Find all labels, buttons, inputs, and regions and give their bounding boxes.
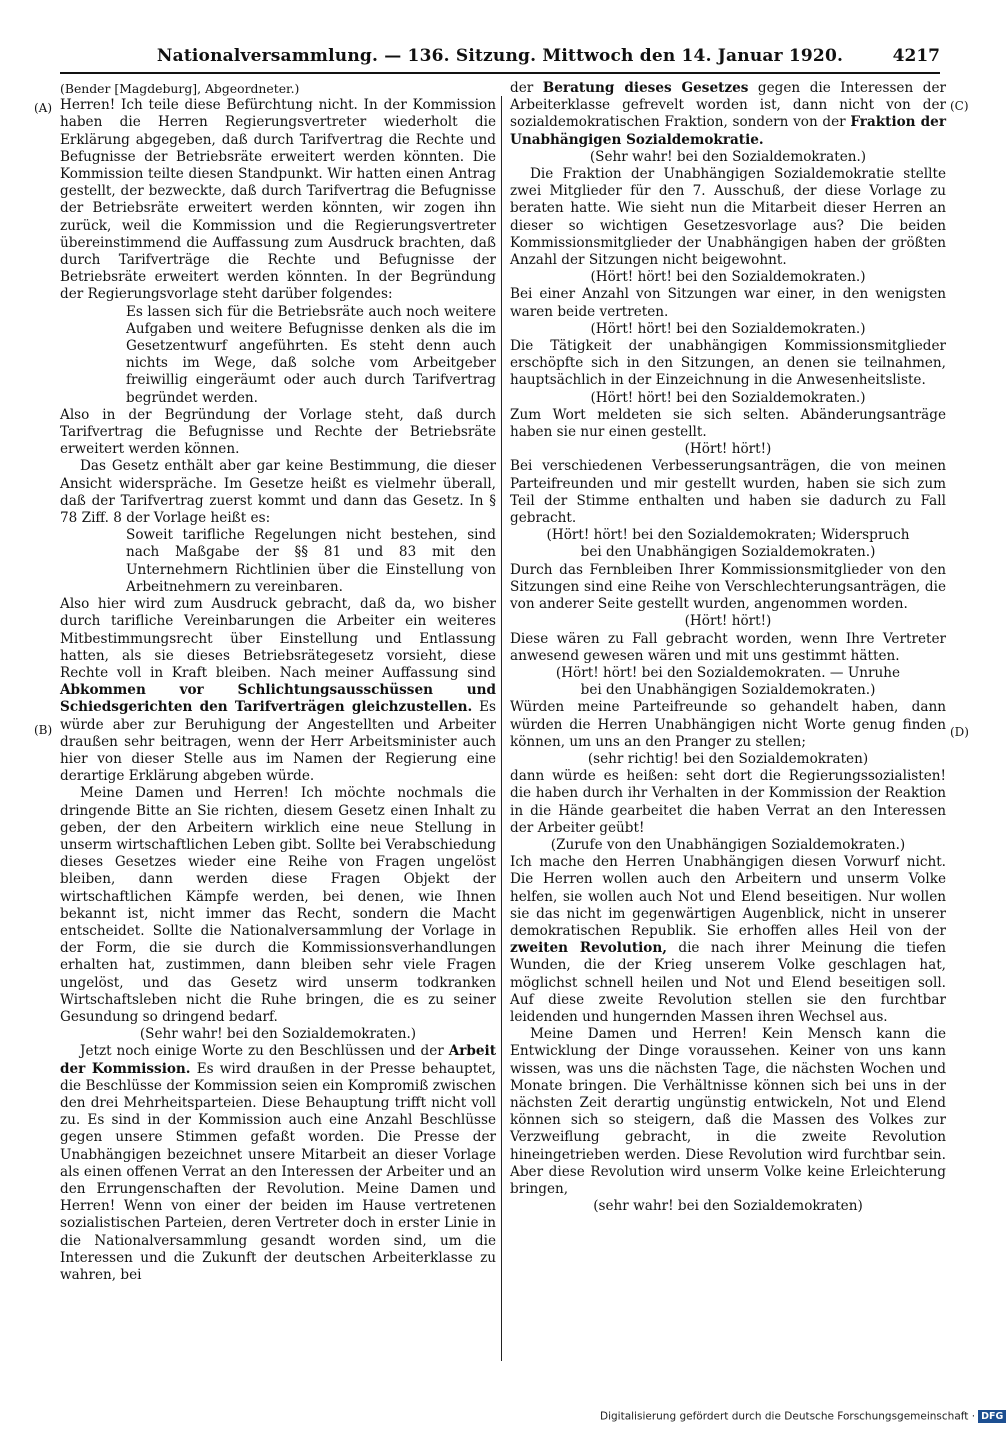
interjection: (Hört! hört! bei den Sozialdemokraten.) [590,389,866,406]
text-run: Jetzt noch einige Worte zu den Beschlüssen und der [80,1043,449,1060]
interjection: (Hört! hört! bei den Sozialdemokraten.) [590,269,866,286]
digitization-credit [600,1410,1006,1423]
interjection: bei den Unabhängigen Sozialdemokraten.) [580,682,876,699]
credit-text: Digitalisierung gefördert durch die Deutsche Forschungsgemeinschaft · [600,1410,976,1423]
interjection: (sehr wahr! bei den Sozialdemokraten) [593,1198,863,1215]
paragraph: Meine Damen und Herren! Ich möchte nochmals die dringende Bitte an Sie richten, diesem Gesetz einen Inhalt zu geben, der den Arbeitern wirklich eine neue Stellung in unserm wirtschaftlichen Leben gibt. Sollte bei Verabschiedung dieses Gesetzes wieder eine Reihe von Fragen ungelöst bleiben, dann werden diese Fragen Objekt der wirtschaftlichen Kämpfe werden, bei denen, wie Ihnen bekannt ist, nicht immer das Recht, sondern die Macht entscheidet. Sollte die Nationalversammlung der Vorlage in der Form, die sie durch die Kommissionsverhandlungen erhalten hat, zustimmen, dann bleiben sehr viele Fragen ungelöst, und das Gesetz wird unserm todkranken Wirtschaftsleben nicht die Ruhe bringen, die es zu seiner Gesundung so dringend bedarf. [60,785,496,1025]
paragraph: Die Tätigkeit der unabhängigen Kommissionsmitglieder erschöpfte sich in den Sitzungen, an denen sie teilnahmen, hauptsächlich in der Einzeichnung in die Anwesenheitsliste. [510,338,946,389]
text-run: Es wird draußen in der Presse behauptet, die Beschlüsse der Kommission seien ein Kompromiß zwischen den drei Mehrheitsparteien. Diese Behauptung trifft nicht voll zu. Es sind in der Kommission auch eine Anzahl Beschlüsse gegen unsere Stimmen gefaßt worden. Die Presse der Unabhängigen bezeichnet unsere Mitarbeit an dieser Vorlage als einen offenen Verrat an den Interessen der Arbeiter und an den Errungenschaften der Revolution. Meine Damen und Herren! Wenn von einer der beiden im Hause vertretenen sozialistischen Parteien, deren Vertreter doch in erster Linie in die Nationalversammlung gesandt worden sind, um die Interessen und die Zukunft der deutschen Arbeiterklasse zu wahren, bei [60,1060,496,1284]
text-run: Also hier wird zum Ausdruck gebracht, daß da, wo bisher durch tarifliche Vereinbarungen die Arbeiter ein weiteres Mitbestimmungsrecht über Einstellung und Entlassung hatten, als sie dieses Betriebsrätegesetz vorsieht, diese Rechte voll in Kraft bleiben. Nach meiner Auffassung sind [60,596,496,681]
header-rule [60,72,940,74]
interjection: (Hört! hört!) [684,441,772,458]
right-column [510,80,946,1215]
block-quote: Soweit tarifliche Regelungen nicht bestehen, sind nach Maßgabe der §§ 81 und 83 mit den Unternehmern Richtlinien über die Einstellung von Arbeitnehmern zu vereinbaren. [126,527,496,595]
interjection: (sehr richtig! bei den Sozialdemokraten) [587,750,869,767]
interjection: (Sehr wahr! bei den Sozialdemokraten.) [589,148,867,165]
paragraph: Also in der Begründung der Vorlage steht, daß durch Tarifvertrag die Befugnisse und Rechte der Betriebsräte erweitert werden können. [60,406,496,458]
page-header [60,46,940,70]
interjection: (Hört! hört!) [684,613,772,630]
page-number: 4217 [892,46,940,66]
paragraph [510,854,946,1026]
margin-marker-b: (B) [34,723,53,737]
emphasis-text: Beratung dieses Gesetzes [542,80,749,96]
paragraph: Durch das Fernbleiben Ihrer Kommissionsmitglieder von den Sitzungen sind eine Reihe von Verschlechterungsanträgen, die von anderer Seite gestellt wurden, angenommen worden. [510,561,946,613]
paragraph: dann würde es heißen: seht dort die Regierungssozialisten! die haben durch ihr Verhalten in der Kommission der Reaktion in die Hände gearbeitet die haben Verrat an den Interessen der Arbeiter geübt! [510,768,946,836]
text-run: Es würde aber zur Beruhigung der Angestellten und Arbeiter draußen sehr beitragen, wenn der Herr Arbeitsminister auch hier von dieser Stelle aus im Namen der Regierung eine derartige Erklärung abgeben würde. [60,699,496,785]
paragraph [60,596,496,785]
interjection: bei den Unabhängigen Sozialdemokraten.) [580,544,876,561]
column-divider [501,96,502,1361]
interjection: (Sehr wahr! bei den Sozialdemokraten.) [139,1026,417,1043]
paragraph: Das Gesetz enthält aber gar keine Bestimmung, die dieser Ansicht widerspräche. Im Gesetze heißt es vielmehr überall, daß der Tarifvertrag zuerst kommt und dann das Gesetz. In § 78 Ziff. 8 der Vorlage heißt es: [60,458,496,527]
paragraph: Bei einer Anzahl von Sitzungen war einer, in den wenigsten waren beide vertreten. [510,286,946,320]
paragraph: Zum Wort meldeten sie sich selten. Abänderungsanträge haben sie nur einen gestellt. [510,406,946,441]
margin-marker-a: (A) [34,101,53,115]
interjection: (Hört! hört! bei den Sozialdemokraten; Widerspruch [546,527,910,544]
emphasis-text: Abkommen vor Schlichtungsausschüssen und Schiedsgerichten den Tarifverträgen gleichzustellen. [60,682,496,716]
emphasis-text: Fraktion der Unabhängigen Sozialdemokratie. [510,114,946,148]
paragraph [60,1043,496,1284]
paragraph: Bei verschiedenen Verbesserungsanträgen, die von meinen Parteifreunden und mir gestellt wurden, haben sie sich zum Teil der Stimme enthalten und haben sie dadurch zu Fall gebracht. [510,458,946,527]
emphasis-text: Arbeit der Kommission. [60,1043,496,1077]
paragraph: Diese wären zu Fall gebracht worden, wenn Ihre Vertreter anwesend gewesen wären und mit uns gestimmt hätten. [510,630,946,664]
running-title: Nationalversammlung. — 136. Sitzung. Mittwoch den 14. Januar 1920. [156,46,844,66]
paragraph: Meine Damen und Herren! Kein Mensch kann die Entwicklung der Dinge voraussehen. Keiner von uns kann wissen, was uns die nächsten Tage, die nächsten Wochen und Monate bringen. Die Verhältnisse können sich bei uns in der nächsten Zeit derartig ungünstig entwickeln, Not und Elend können sich so steigern, daß die Massen des Volkes zur Verzweiflung gebracht, in die zweite Revolution hineingetrieben werden. Diese Revolution wird furchtbar sein. Aber diese Revolution wird unserm Volke keine Erleichterung bringen, [510,1026,946,1197]
speaker-label: (Bender [Magdeburg], Abgeordneter.) [60,81,300,96]
margin-marker-d: (D) [950,725,969,739]
margin-marker-c: (C) [950,99,969,113]
paragraph [510,80,946,149]
text-run: die nach ihrer Meinung die tiefen Wunden, die der Krieg unserem Volke geschlagen hat, möglichst schnell heilen und Not und Elend beseitigen soll. Auf diese zweite Revolution stellen sie den furchtbar leidenden und hungernden Massen ihren Wechsel aus. [510,940,946,1025]
left-column [60,80,496,1284]
interjection: (Hört! hört! bei den Sozialdemokraten.) [590,320,866,337]
paragraph: Die Fraktion der Unabhängigen Sozialdemokratie stellte zwei Mitglieder für den 7. Ausschuß, der diese Vorlage zu beraten hatte. Wie sieht nun die Mitarbeit dieser Herren an dieser so wichtigen Gesetzesvorlage aus? Die beiden Kommissionsmitglieder der Unabhängigen haben der größten Anzahl der Sitzungen nicht beigewohnt. [510,166,946,269]
text-run: der [510,80,543,96]
text-run: gegen die Interessen der Arbeiterklasse gefrevelt worden ist, dann nicht von der sozialdemokratischen Fraktion, sondern von der [510,80,946,131]
dfg-logo: DFG [978,1410,1006,1423]
interjection: (Zurufe von den Unabhängigen Sozialdemokraten.) [550,836,906,853]
emphasis-text: zweiten Revolution, [510,940,667,957]
paragraph: Würden meine Parteifreunde so gehandelt haben, dann würden die Herren Unabhängigen nicht Worte genug finden können, um uns an den Pranger zu stellen; [510,699,946,750]
text-run: Ich mache den Herren Unabhängigen diesen Vorwurf nicht. Die Herren wollen auch den Arbeitern und unserm Volke helfen, sie wollen auch Not und Elend beseitigen. Nur wollen sie das nicht im gegenwärtigen Augenblick, nicht in unserer demokratischen Republik. Sie erhoffen alles Heil von der [510,854,946,939]
paragraph: Herren! Ich teile diese Befürchtung nicht. In der Kommission haben die Herren Regierungsvertreter wiederholt die Erklärung abgegeben, daß durch Tarifvertrag die Rechte und Befugnisse der Betriebsräte erweitert werden könnten. Die Kommission teilte diesen Standpunkt. Wir hatten einen Antrag gestellt, der bezweckte, daß durch Tarifvertrag die Befugnisse der Betriebsräte erweitert werden könnten, wir zogen ihn zurück, weil die Kommission und die Regierungsvertreter übereinstimmend die Auffassung zum Ausdruck brachten, daß durch Tarifverträge die Rechte und Befugnisse der Betriebsräte erweitert werden könnten. In der Begründung der Regierungsvorlage steht darüber folgendes: [60,97,496,303]
block-quote: Es lassen sich für die Betriebsräte auch noch weitere Aufgaben und weitere Befugnisse denken als die im Gesetzentwurf angeführten. Es steht denn auch nichts im Wege, daß solche vom Arbeitgeber freiwillig eingeräumt oder auch durch Tarifvertrag begründet werden. [126,303,496,406]
interjection: (Hört! hört! bei den Sozialdemokraten. — Unruhe [555,664,901,681]
